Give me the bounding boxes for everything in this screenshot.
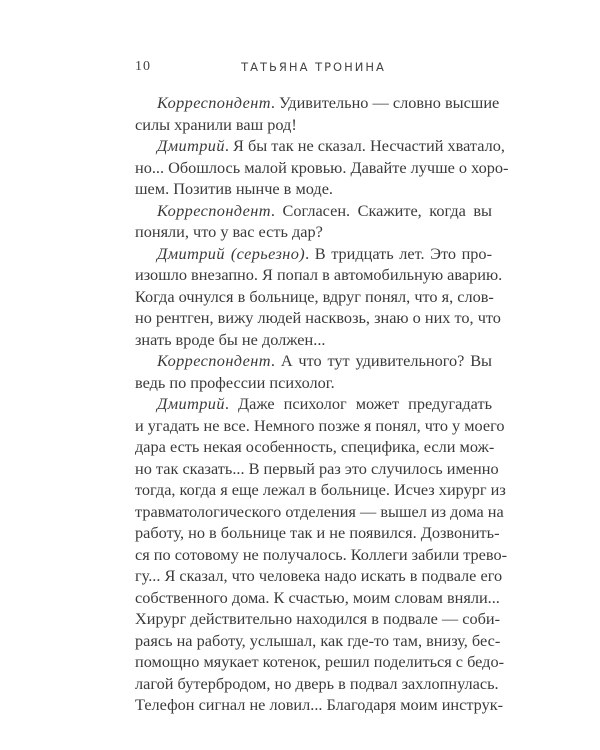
line-text: и угадать не все. Немного позже я понял, что у моего	[135, 415, 505, 435]
line-text: Хирург действительно находился в подвале — соби-	[135, 609, 501, 628]
line-text: . Я бы так не сказал. Несчастий хватало,	[224, 136, 505, 155]
text-line	[135, 200, 492, 222]
text-line	[135, 307, 501, 329]
line-text: Телефон сигнал не ловил... Благодаря моим инструк-	[135, 695, 504, 714]
speaker-name: Дмитрий	[157, 394, 225, 413]
text-line	[135, 393, 492, 415]
paragraph	[135, 92, 500, 135]
line-text: . В тридцать лет. Это про-	[305, 243, 492, 263]
line-text: . А что тут удивительного? Вы	[270, 351, 492, 370]
line-text: ведь по профессии психолог.	[135, 372, 335, 392]
line-text: . Удивительно — словно высшие	[270, 93, 500, 112]
text-line	[135, 264, 503, 286]
text-line	[135, 436, 495, 458]
line-text: шем. Позитив нынче в моде.	[135, 179, 333, 198]
speaker-name: Корреспондент	[157, 200, 271, 220]
text-line	[135, 286, 492, 308]
line-text: Когда очнулся в больнице, вдруг понял, что я, слов-	[135, 286, 494, 306]
text-line	[135, 114, 492, 136]
speaker-name: Дмитрий (серьезно)	[157, 243, 306, 263]
line-text: . Даже психолог может предугадать	[224, 394, 492, 413]
speaker-name: Дмитрий	[157, 136, 225, 155]
line-text: дара есть некая особенность, специфика, если мож-	[135, 437, 495, 456]
text-line	[135, 372, 492, 394]
running-title: ТАТЬЯНА ТРОНИНА	[241, 60, 386, 74]
text-line	[135, 157, 509, 179]
line-text: но так сказать... В первый раз это случилось именно	[135, 458, 499, 478]
line-text: знать вроде бы не должен...	[135, 329, 326, 349]
speaker-name: Корреспондент	[157, 351, 271, 370]
text-line	[135, 178, 492, 200]
paragraph	[135, 393, 508, 716]
line-text: работу, но в больнице так и не появился. Дозвонить-	[135, 523, 500, 542]
line-text: лагой бутербродом, но дверь в подвал захлопнулась.	[135, 673, 499, 693]
text-line	[135, 350, 492, 372]
text-line	[135, 544, 508, 566]
text-line	[135, 565, 503, 587]
text-line	[135, 608, 501, 630]
text-line	[135, 501, 504, 523]
text-line	[135, 673, 499, 695]
paragraph	[135, 243, 503, 351]
text-line	[135, 651, 505, 673]
speaker-name: Корреспондент	[157, 93, 271, 112]
line-text: ся по сотовому не получалось. Коллеги забили трево-	[135, 544, 508, 564]
line-text: изошло внезапно. Я попал в автомобильную аварию.	[135, 265, 503, 284]
text-line	[135, 243, 492, 265]
text-line	[135, 522, 500, 544]
line-text: силы хранили ваш род!	[135, 114, 297, 134]
line-text: но рентген, вижу людей насквозь, знаю о них то, что	[135, 308, 501, 327]
page-number: 10	[135, 59, 151, 74]
text-line	[135, 458, 499, 480]
text-line	[135, 92, 500, 114]
running-header	[135, 59, 492, 77]
line-text: но... Обошлось малой кровью. Давайте лучше о хоро-	[135, 157, 509, 177]
line-text: тогда, когда я еще лежал в больнице. Исчез хирург из	[135, 480, 506, 499]
text-line	[135, 630, 501, 652]
text-line	[135, 221, 492, 243]
line-text: поняли, что у вас есть дар?	[135, 222, 323, 241]
text-line	[135, 135, 505, 157]
line-text: гу... Я сказал, что человека надо искать в подвале его	[135, 566, 503, 585]
text-line	[135, 329, 492, 351]
text-line	[135, 479, 506, 501]
line-text: травматологического отделения — вышел из дома на	[135, 501, 504, 521]
line-text: . Согласен. Скажите, когда вы	[270, 200, 492, 220]
paragraph	[135, 135, 509, 200]
paragraph	[135, 200, 492, 243]
paragraph	[135, 350, 492, 393]
line-text: собственного дома. К счастью, моим словам вняли...	[135, 587, 500, 607]
line-text: раясь на работу, услышал, как где-то там, внизу, бес-	[135, 630, 501, 650]
text-line	[135, 694, 504, 716]
line-text: помощно мяукает котенок, решил поделиться с бедо-	[135, 652, 505, 671]
body-text	[135, 92, 509, 716]
text-line	[135, 415, 505, 437]
text-line	[135, 587, 500, 609]
